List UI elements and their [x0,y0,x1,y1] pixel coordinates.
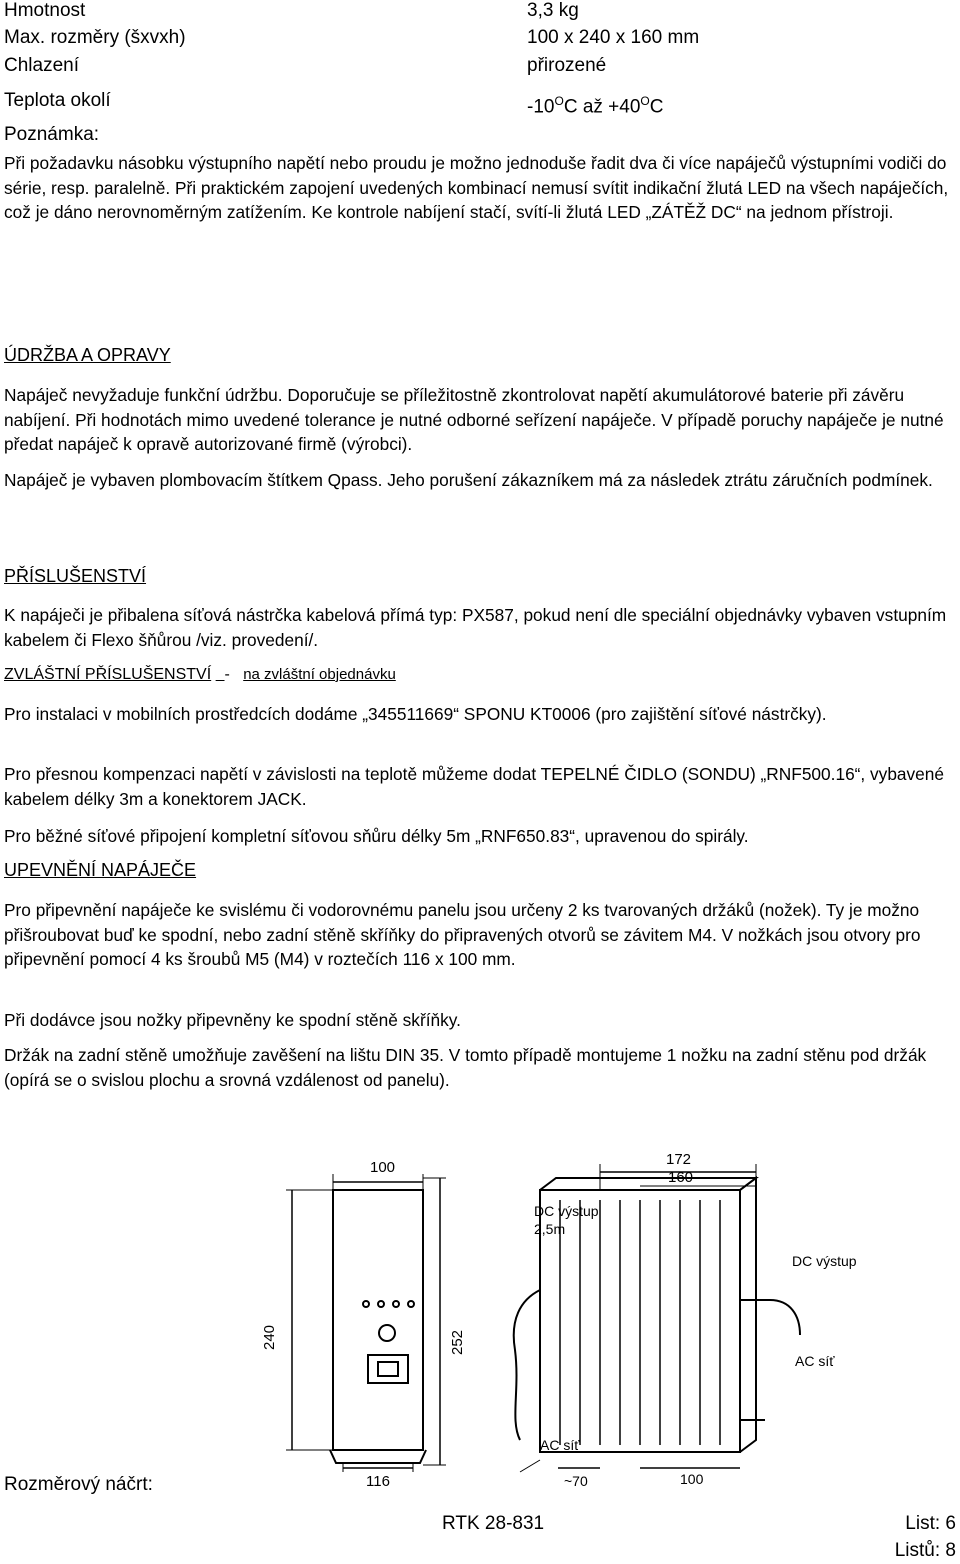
dim-side-bottom-1: ~70 [564,1473,588,1489]
dim-side-top2: 160 [668,1169,694,1186]
dimension-sketch [0,1150,960,1490]
spec-label-dimensions: Max. rozměry (šxvxh) [4,27,186,48]
dim-front-height: 240 [261,1324,278,1350]
accessories-heading: PŘÍSLUŠENSTVÍ [4,566,147,586]
dim-front-bottom: 116 [366,1473,390,1490]
sketch-caption: Rozměrový náčrt: [4,1474,153,1495]
label-dc-output-1: DC výstup [534,1203,599,1219]
label-dc-length: 2,5m [534,1221,566,1237]
mounting-paragraph-3: Držák na zadní stěně umožňuje zavěšení na lištu DIN 35. V tomto případě montujeme 1 nožku na zadní stěnu pod držák (opírá se o svislou plochu a srovná vzdálenost od panelu). [4,1045,927,1090]
label-dc-output-2: DC výstup [792,1253,857,1269]
special-accessories-note: na zvláštní objednávku [243,666,396,683]
special-accessories-dash: - [224,666,230,683]
dim-side-top: 172 [666,1151,692,1168]
label-ac-mains-2: AC síť [540,1437,580,1453]
accessories-paragraph-4: Pro běžné síťové připojení kompletní síťovou sňůru délky 5m „RNF650.83“, upravenou do spirály. [4,826,749,846]
maintenance-paragraph-2: Napáječ je vybaven plombovacím štítkem Qpass. Jeho porušení zákazníkem má za následek ztrátu záručních podmínek. [4,470,933,490]
maintenance-paragraph-1: Napáječ nevyžaduje funkční údržbu. Doporučuje se příležitostně zkontrolovat napětí akumulátorové baterie při závěru nabíjení. Při hodnotách mimo uvedené tolerance je nutné odborné seřízení napáječe. V případě poruchy napáječe je nutné předat napáječ k opravě autorizované firmě (výrobci). [4,385,944,454]
front-view-body [333,1190,423,1450]
spec-value-temperature: $-10^OC$ až $+40^OC$ [527,94,664,118]
spec-label-weight: Hmotnost [4,0,86,21]
special-accessories-line [4,666,396,684]
note-text: Při požadavku násobku výstupního napětí nebo proudu je možno jednoduše řadit dva či více napáječů výstupními vodiči do série, resp. paralelně. Při praktickém zapojení uvedených kombinací nemusí svítit indikační žlutá LED na všech napáječích, což je dáno nerovnoměrným zatížením. Ke kontrole nabíjení stačí, svítí-li žlutá LED „ZÁTĚŽ DC“ na jednom přístroji. [4,153,949,222]
accessories-paragraph-2: Pro instalaci v mobilních prostředcích dodáme „345511669“ SPONU KT0006 (pro zajištění síťové nástrčky). [4,704,827,724]
note-label: Poznámka: [4,124,100,145]
mounting-paragraph-1: Pro připevnění napáječe ke svislému či vodorovnému panelu jsou určeny 2 ks tvarovaných držáků (nožek). Ty je možno přišroubovat buď ke spodní, nebo zadní stěně skříňky do připravených otvorů se závitem M4. V nožkách jsou otvory pro připevnění pomocí 4 ks šroubů M5 (M4) v roztečích 116 x 100 mm. [4,900,921,969]
accessories-paragraph-3: Pro přesnou kompenzaci napětí v závislosti na teplotě můžeme dodat TEPELNÉ ČIDLO (SONDU) „RNF500.16“, vybavené kabelem délky 3m a konektorem JACK. [4,764,945,809]
footer-document-code: RTK 28-831 [442,1513,545,1534]
special-accessories-heading: ZVLÁŠTNÍ PŘÍSLUŠENSTVÍ [4,666,212,683]
footer-sheet-number: List: 6 [905,1513,956,1534]
maintenance-heading: ÚDRŽBA A OPRAVY [4,345,171,365]
spec-value-weight: 3,3 kg [527,0,579,21]
spec-value-dimensions: 100 x 240 x 160 mm [527,27,700,48]
dim-side-bottom-2: 100 [680,1471,704,1487]
spec-value-cooling: přirozené [527,55,607,76]
mounting-paragraph-2: Při dodávce jsou nožky připevněny ke spodní stěně skříňky. [4,1010,461,1030]
dim-front-width: 100 [370,1159,396,1176]
dim-front-height-total: 252 [449,1329,466,1355]
mounting-heading: UPEVNĚNÍ NAPÁJEČE [4,860,197,880]
label-ac-mains-1: AC síť [795,1353,835,1369]
footer-sheet-count: Listů: 8 [894,1540,956,1561]
accessories-paragraph-1: K napáječi je přibalena síťová nástrčka kabelová přímá typ: PX587, pokud není dle speciální objednávky vybaven vstupním kabelem či Flexo šňůrou /viz. provedení/. [4,605,947,650]
spec-label-temperature: Teplota okolí [4,90,111,111]
spec-label-cooling: Chlazení [4,55,79,76]
